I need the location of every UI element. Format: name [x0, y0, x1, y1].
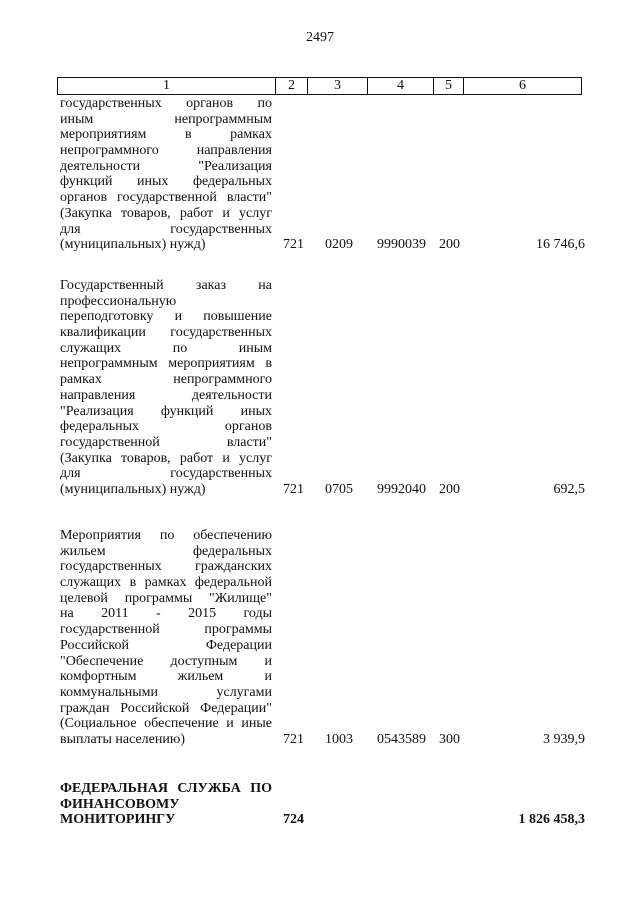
desc-line: "Реализация функций иных: [60, 403, 272, 419]
row-article: 0543589: [377, 731, 426, 747]
row-section: 0705: [325, 481, 353, 497]
desc-line: квалификации государственных: [60, 325, 272, 341]
desc-line: деятельности "Реализация: [60, 158, 272, 174]
desc-line: "Обеспечение доступным и: [60, 653, 272, 669]
header-col-5: 5: [434, 78, 464, 94]
row-expense-type: 200: [439, 236, 460, 252]
desc-line: на 2011 - 2015 годы: [60, 606, 272, 622]
row-description: [60, 96, 272, 253]
desc-line: государственных органов по: [60, 96, 272, 111]
desc-line: государственной власти": [60, 434, 272, 450]
desc-line: комфортным жильем и: [60, 669, 272, 685]
row-description: [60, 528, 272, 748]
desc-line: (Закупка товаров, работ и услуг: [60, 450, 272, 466]
desc-line: (Социальное обеспечение и иные: [60, 716, 272, 732]
row-amount: 692,5: [553, 481, 585, 497]
desc-line: целевой программы "Жилище": [60, 590, 272, 606]
desc-line: органов государственной власти": [60, 190, 272, 206]
page-number: 2497: [306, 30, 334, 45]
header-col-2: 2: [276, 78, 308, 94]
desc-line: мероприятиям в рамках: [60, 127, 272, 143]
desc-line: для государственных: [60, 221, 272, 237]
desc-line: иным непрограммным: [60, 111, 272, 127]
row-expense-type: 200: [439, 481, 460, 497]
table-row: [60, 528, 585, 748]
desc-line: (Закупка товаров, работ и услуг: [60, 205, 272, 221]
agency-total-row: [60, 781, 585, 828]
desc-line: переподготовку и повышение: [60, 309, 272, 325]
desc-line: служащих в рамках федеральной: [60, 575, 272, 591]
desc-line: непрограммным мероприятиям в: [60, 356, 272, 372]
desc-line: для государственных: [60, 466, 272, 482]
table-row: [60, 96, 585, 253]
desc-line: непрограммного направления: [60, 143, 272, 159]
desc-line: Мероприятия по обеспечению: [60, 528, 272, 543]
desc-line: направления деятельности: [60, 387, 272, 403]
header-col-1: 1: [58, 78, 276, 94]
row-article: 9990039: [377, 236, 426, 252]
header-col-4: 4: [368, 78, 434, 94]
header-col-6: 6: [519, 78, 526, 93]
desc-line: функций иных федеральных: [60, 174, 272, 190]
desc-line: граждан Российской Федерации": [60, 700, 272, 716]
desc-line: жильем федеральных: [60, 543, 272, 559]
desc-line: коммунальными услугами: [60, 684, 272, 700]
row-expense-type: 300: [439, 731, 460, 747]
desc-line: профессиональную: [60, 293, 177, 309]
agency-code: 724: [283, 812, 304, 828]
table-row: [60, 278, 585, 498]
row-description: [60, 278, 272, 498]
row-section: 0209: [325, 236, 353, 252]
row-section: 1003: [325, 731, 353, 747]
agency-name-line: ФЕДЕРАЛЬНАЯ СЛУЖБА ПО: [60, 781, 272, 796]
agency-name-line: МОНИТОРИНГУ: [60, 812, 176, 828]
desc-line: рамках непрограммного: [60, 372, 272, 388]
row-article: 9992040: [377, 481, 426, 497]
row-amount: 16 746,6: [536, 236, 585, 252]
row-code: 721: [283, 236, 304, 252]
desc-line: Государственный заказ на: [60, 278, 272, 293]
table-header-row: [57, 77, 582, 95]
row-code: 721: [283, 731, 304, 747]
desc-line: служащих по иным: [60, 340, 272, 356]
desc-line: государственной программы: [60, 622, 272, 638]
desc-line: (муниципальных) нужд): [60, 481, 206, 497]
agency-name-line: ФИНАНСОВОМУ: [60, 796, 180, 812]
row-amount: 3 939,9: [543, 731, 585, 747]
agency-name: [60, 781, 272, 828]
header-col-3: 3: [308, 78, 368, 94]
agency-amount: 1 826 458,3: [518, 812, 585, 828]
desc-line: федеральных органов: [60, 419, 272, 435]
row-code: 721: [283, 481, 304, 497]
desc-line: (муниципальных) нужд): [60, 237, 206, 253]
desc-line: государственных гражданских: [60, 559, 272, 575]
desc-line: Российской Федерации: [60, 637, 272, 653]
desc-line: выплаты населению): [60, 731, 185, 747]
